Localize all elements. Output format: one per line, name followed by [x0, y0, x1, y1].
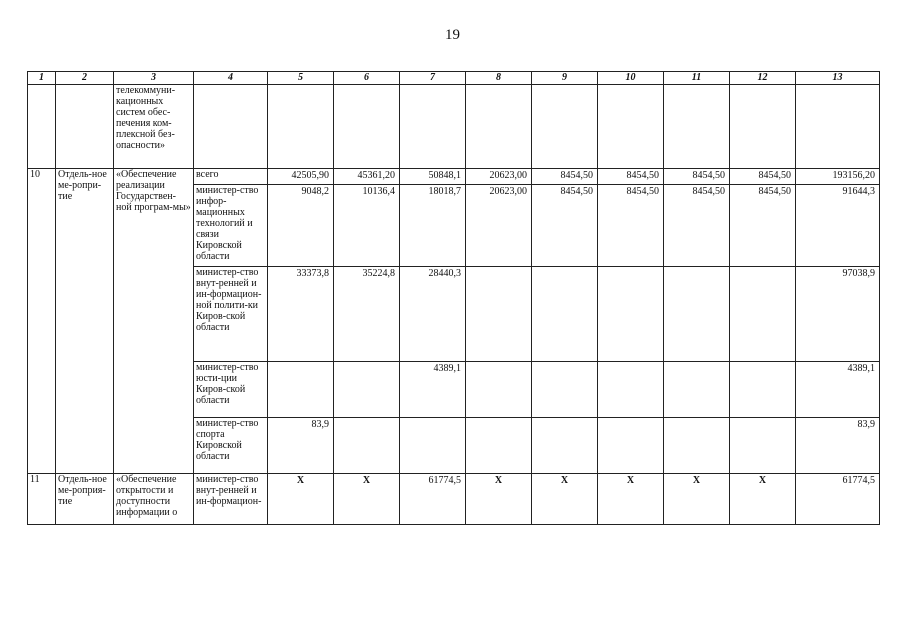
column-number: 7 [400, 72, 466, 85]
value-cell: 83,9 [796, 418, 880, 474]
value-cell [598, 362, 664, 418]
value-cell [664, 85, 730, 169]
value-cell: 35224,8 [334, 267, 400, 362]
event-type: Отдель-ное ме-ропри-тие [56, 169, 114, 474]
value-cell [466, 267, 532, 362]
value-cell [796, 85, 880, 169]
value-cell: 8454,50 [730, 185, 796, 267]
executor: министер-ство инфор-мационных технологий и связи Кировской области [194, 185, 268, 267]
value-cell: 8454,50 [664, 185, 730, 267]
value-cell [730, 418, 796, 474]
value-cell: 45361,20 [334, 169, 400, 185]
value-cell [532, 362, 598, 418]
value-cell [532, 267, 598, 362]
value-cell: 193156,20 [796, 169, 880, 185]
event-type: Отдель-ное ме-роприя-тие [56, 474, 114, 525]
value-cell [334, 362, 400, 418]
value-cell: 8454,50 [532, 169, 598, 185]
value-cell [664, 267, 730, 362]
value-cell [730, 85, 796, 169]
value-cell: 20623,00 [466, 185, 532, 267]
column-number: 11 [664, 72, 730, 85]
value-cell: 33373,8 [268, 267, 334, 362]
executor: министер-ство юсти-ции Киров-ской области [194, 362, 268, 418]
value-cell [400, 85, 466, 169]
value-cell: 42505,90 [268, 169, 334, 185]
value-cell: 18018,7 [400, 185, 466, 267]
value-cell: 61774,5 [796, 474, 880, 525]
row-number: 11 [28, 474, 56, 525]
value-cell: 4389,1 [796, 362, 880, 418]
executor-cell [194, 85, 268, 169]
value-cell: X [334, 474, 400, 525]
value-cell: X [730, 474, 796, 525]
value-cell: 8454,50 [598, 169, 664, 185]
column-number: 13 [796, 72, 880, 85]
value-cell: X [598, 474, 664, 525]
value-cell [598, 85, 664, 169]
value-cell [466, 418, 532, 474]
executor: министер-ство внут-ренней и ин-формацион-ной полити-ки Киров-ской области [194, 267, 268, 362]
value-cell: 91644,3 [796, 185, 880, 267]
value-cell: 10136,4 [334, 185, 400, 267]
value-cell: X [664, 474, 730, 525]
value-cell [268, 85, 334, 169]
value-cell [334, 418, 400, 474]
column-number: 4 [194, 72, 268, 85]
value-cell: 20623,00 [466, 169, 532, 185]
event-type-cell [56, 85, 114, 169]
value-cell [466, 362, 532, 418]
value-cell [598, 418, 664, 474]
column-number: 6 [334, 72, 400, 85]
event-name: «Обеспечение открытости и доступности информации о [114, 474, 194, 525]
value-cell [268, 362, 334, 418]
executor: всего [194, 169, 268, 185]
column-number: 1 [28, 72, 56, 85]
value-cell [400, 418, 466, 474]
value-cell: 8454,50 [532, 185, 598, 267]
column-number: 2 [56, 72, 114, 85]
table-row [28, 474, 880, 525]
table-row [28, 169, 880, 185]
executor: министер-ство спорта Кировской области [194, 418, 268, 474]
value-cell: X [268, 474, 334, 525]
executor: министер-ство внут-ренней и ин-формацион- [194, 474, 268, 525]
column-number: 10 [598, 72, 664, 85]
value-cell: 9048,2 [268, 185, 334, 267]
value-cell [598, 267, 664, 362]
column-number: 12 [730, 72, 796, 85]
value-cell [532, 418, 598, 474]
value-cell: X [532, 474, 598, 525]
value-cell: 8454,50 [730, 169, 796, 185]
value-cell [664, 418, 730, 474]
value-cell [664, 362, 730, 418]
value-cell: 8454,50 [664, 169, 730, 185]
value-cell: 50848,1 [400, 169, 466, 185]
value-cell: 28440,3 [400, 267, 466, 362]
column-number: 9 [532, 72, 598, 85]
value-cell: 97038,9 [796, 267, 880, 362]
value-cell: X [466, 474, 532, 525]
value-cell: 4389,1 [400, 362, 466, 418]
column-number: 5 [268, 72, 334, 85]
column-number: 8 [466, 72, 532, 85]
page-number: 19 [445, 27, 460, 43]
value-cell [532, 85, 598, 169]
row-number-cell [28, 85, 56, 169]
value-cell: 8454,50 [598, 185, 664, 267]
budget-table [27, 71, 880, 525]
row-number: 10 [28, 169, 56, 474]
table-row [28, 85, 880, 169]
value-cell: 61774,5 [400, 474, 466, 525]
value-cell [730, 362, 796, 418]
value-cell [334, 85, 400, 169]
column-number-row [28, 72, 880, 85]
value-cell: 83,9 [268, 418, 334, 474]
event-name: «Обеспечение реализации Государствен-ной програм-мы» [114, 169, 194, 474]
event-name-cell: телекоммуни-кационных систем обес-печения ком-плексной без-опасности» [114, 85, 194, 169]
value-cell [730, 267, 796, 362]
column-number: 3 [114, 72, 194, 85]
value-cell [466, 85, 532, 169]
